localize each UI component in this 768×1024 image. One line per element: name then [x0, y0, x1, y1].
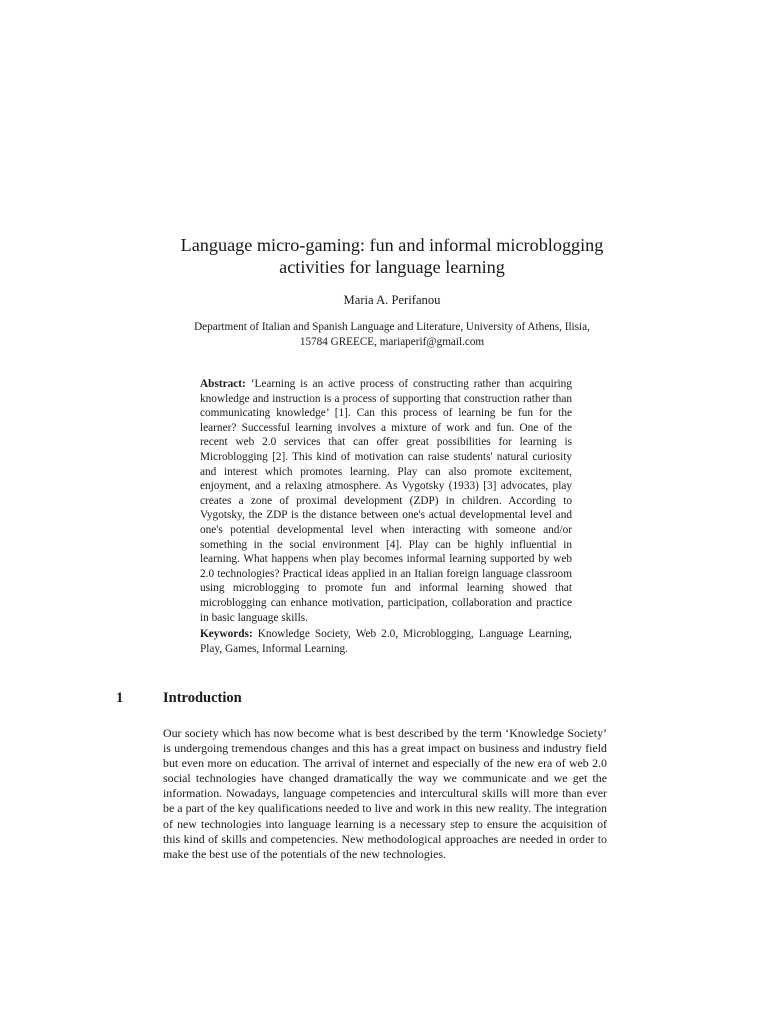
section-number: 1	[116, 690, 124, 706]
author-name: Maria A. Perifanou	[343, 293, 441, 307]
keywords-label: Keywords:	[200, 628, 253, 640]
paper-title: Language micro-gaming: fun and informal microblogging activities for language learning	[180, 235, 604, 277]
abstract	[200, 377, 572, 625]
keywords	[200, 627, 572, 656]
author-affiliation: Department of Italian and Spanish Language and Literature, University of Athens, Ilisia, 15784 GREECE, mariaperif@gmail.com	[194, 321, 590, 348]
section-title: Introduction	[163, 690, 242, 706]
keywords-text: Knowledge Society, Web 2.0, Microblogging, Language Learning, Play, Games, Informal Learning.	[200, 628, 572, 655]
abstract-label: Abstract:	[200, 378, 246, 390]
abstract-text: ‘Learning is an active process of constructing rather than acquiring knowledge and instruction is a process of supporting that construction rather than communicating knowledge’ [1]. Can this process of learning be fun for the learner? Successful learning involves a mixture of work and fun. One of the recent web 2.0 services that can offer great possibilities for learning is Microblogging [2]. This kind of motivation can raise students' natural curiosity and interest which promotes learning. Play can also promote excitement, enjoyment, and a relaxing atmosphere. As Vygotsky (1933) [3] advocates, play creates a zone of proximal development (ZDP) in children. According to Vygotsky, the ZDP is the distance between one's actual developmental level and one's potential developmental level when interacting with someone and/or something in the social environment [4]. Play can be highly influential in learning. What happens when play becomes informal learning supported by web 2.0 technologies? Practical ideas applied in an Italian foreign language classroom using microblogging to promote fun and informal learning showed that microblogging can enhance motivation, participation, collaboration and practice in basic language skills.	[200, 378, 572, 624]
introduction-paragraph: Our society which has now become what is best described by the term ‘Knowledge Society’ is undergoing tremendous changes and this has a great impact on business and industry field but even more on education. The arrival of internet and especially of the new era of web 2.0 social technologies have changed dramatically the way we communicate and we get the information. Nowadays, language competencies and intercultural skills will more than ever be a part of the key qualifications needed to live and work in this new reality. The integration of new technologies into language learning is a necessary step to ensure the acquisition of this kind of skills and competencies. New methodological approaches are needed in order to make the best use of the potentials of the new technologies.	[163, 726, 607, 861]
